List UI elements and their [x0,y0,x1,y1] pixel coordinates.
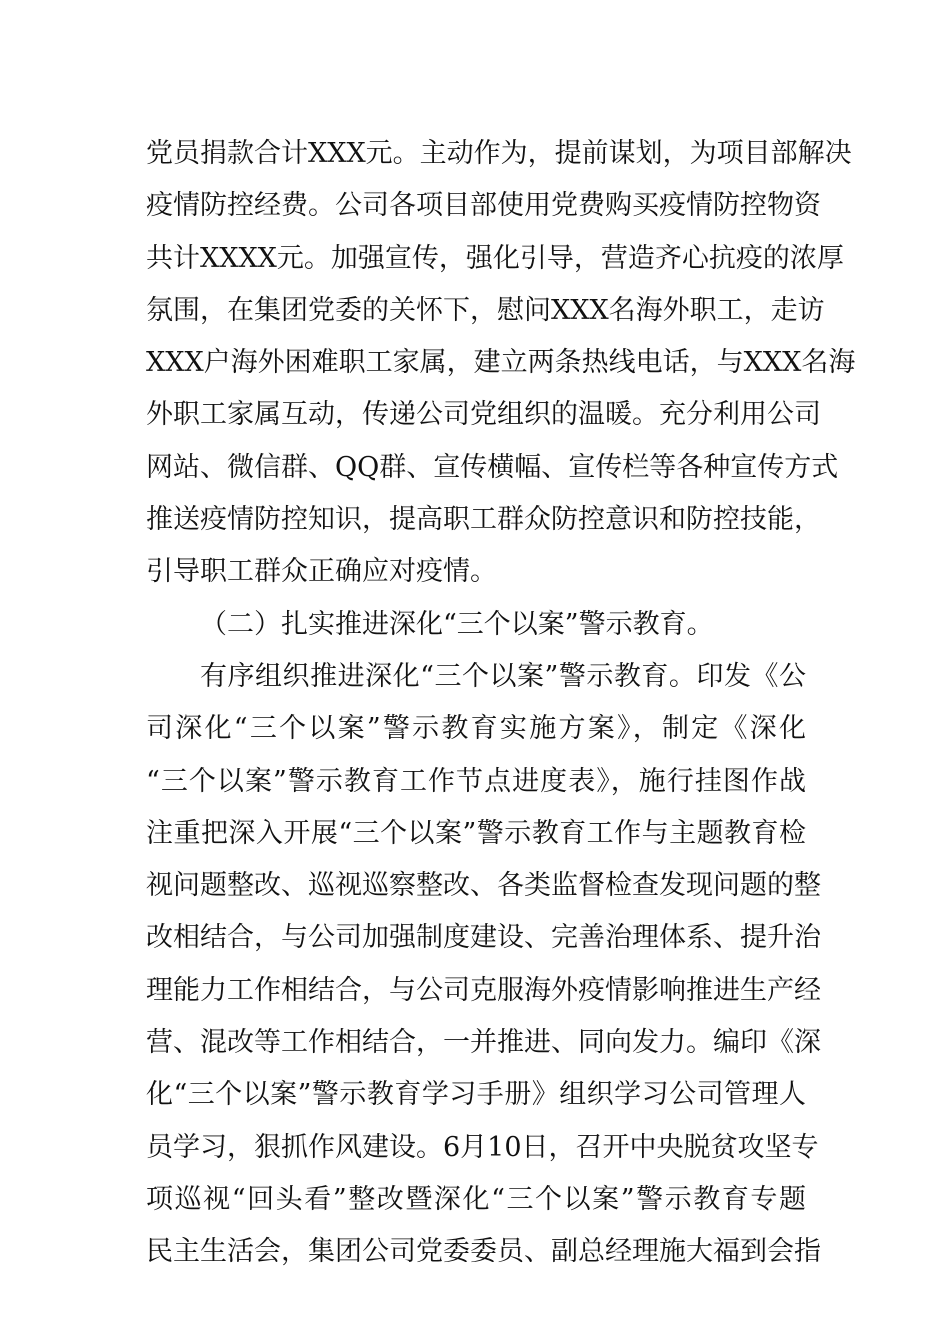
document-body [146,128,856,1279]
paragraph-1-line-5: XXX户海外困难职工家属，建立两条热线电话，与XXX名海 [146,347,856,379]
paragraph-2-line-5: 视问题整改、巡视巡察整改、各类监督检查发现问题的整 [146,870,821,902]
paragraph-2-line-8: 营、混改等工作相结合，一并推进、同向发力。编印《深 [146,1027,821,1059]
paragraph-2-line-4: 注重把深入开展“三个以案”警示教育工作与主题教育检 [146,817,806,849]
paragraph-2-line-11: 项巡视“回头看”整改暨深化“三个以案”警示教育专题 [146,1183,806,1215]
paragraph-1-line-9: 引导职工群众正确应对疫情。 [146,556,497,588]
paragraph-1-line-4: 氛围，在集团党委的关怀下，慰问XXX名海外职工，走访 [146,294,825,326]
paragraph-1-line-8: 推送疫情防控知识，提高职工群众防控意识和防控技能， [146,504,821,536]
paragraph-2-line-2: 司深化“三个以案”警示教育实施方案》，制定《深化 [146,713,806,745]
paragraph-1-line-7: 网站、微信群、QQ群、宣传横幅、宣传栏等各种宣传方式 [146,451,839,483]
paragraph-2-line-1: 有序组织推进深化“三个以案”警示教育。印发《公 [200,660,806,692]
paragraph-2-line-9: 化“三个以案”警示教育学习手册》组织学习公司管理人 [146,1079,806,1111]
paragraph-2-line-7: 理能力工作相结合，与公司克服海外疫情影响推进生产经 [146,974,821,1006]
paragraph-2-line-10: 员学习，狠抓作风建设。6月10日，召开中央脱贫攻坚专 [146,1131,819,1163]
section-heading: （二）扎实推进深化“三个以案”警示教育。 [200,608,714,640]
paragraph-2-line-3: “三个以案”警示教育工作节点进度表》，施行挂图作战 [146,765,806,797]
paragraph-1-line-1: 党员捐款合计XXX元。主动作为，提前谋划，为项目部解决 [146,138,852,169]
paragraph-1-line-3: 共计XXXX元。加强宣传，强化引导，营造齐心抗疫的浓厚 [146,242,844,274]
paragraph-2-line-6: 改相结合，与公司加强制度建设、完善治理体系、提升治 [146,922,821,954]
paragraph-1-line-2: 疫情防控经费。公司各项目部使用党费购买疫情防控物资 [146,190,821,222]
paragraph-1-line-6: 外职工家属互动，传递公司党组织的温暖。充分利用公司 [146,399,821,431]
paragraph-2-line-12: 民主生活会，集团公司党委委员、副总经理施大福到会指 [146,1236,821,1268]
